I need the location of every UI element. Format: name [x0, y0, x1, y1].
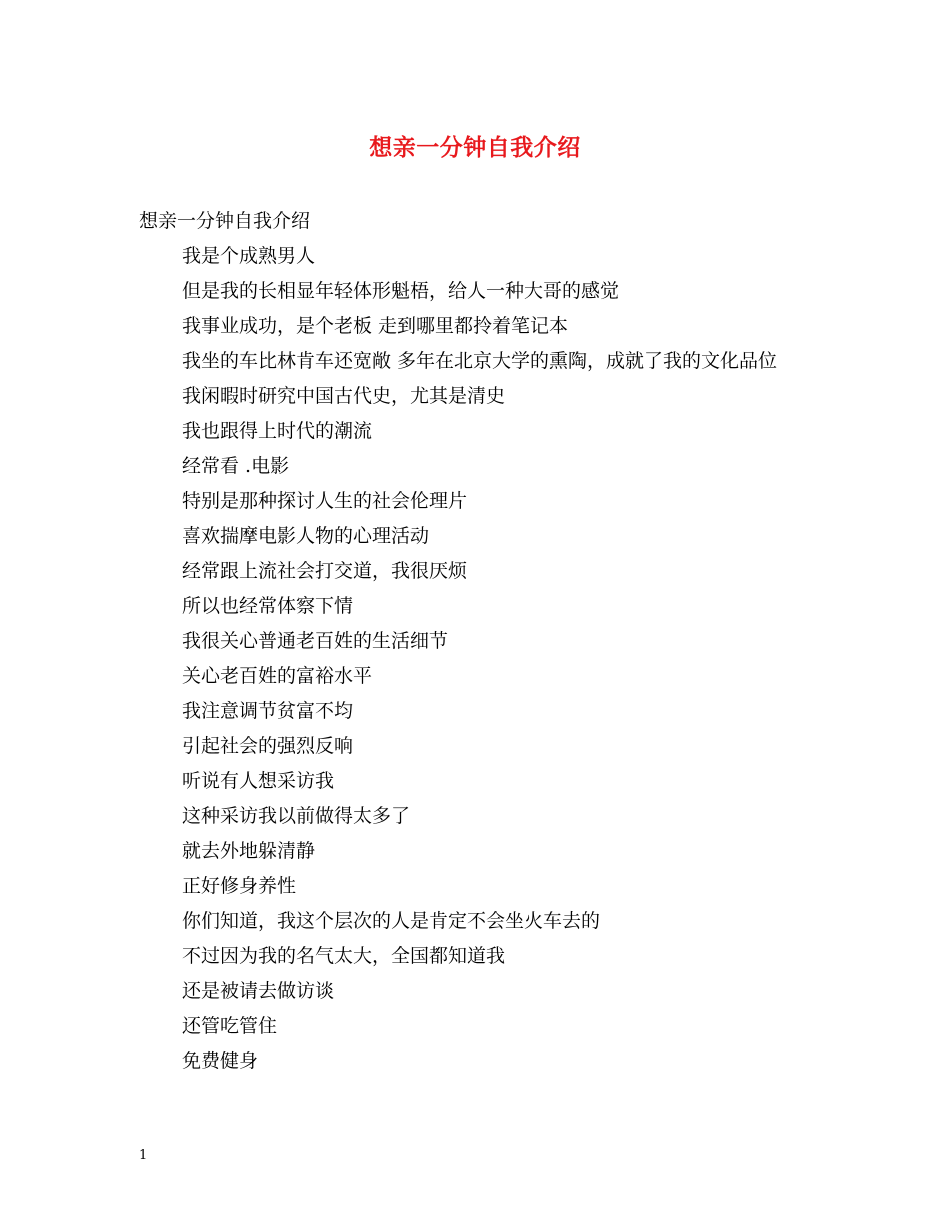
paragraph: 你们知道，我这个层次的人是肯定不会坐火车去的 [182, 910, 601, 932]
paragraph: 经常跟上流社会打交道，我很厌烦 [182, 560, 468, 582]
document-title: 想亲一分钟自我介绍 [369, 134, 581, 161]
paragraph: 我也跟得上时代的潮流 [182, 420, 373, 442]
paragraph: 我注意调节贫富不均 [182, 700, 354, 722]
paragraph: 正好修身养性 [182, 875, 297, 897]
paragraph: 喜欢揣摩电影人物的心理活动 [182, 525, 430, 547]
paragraph: 我是个成熟男人 [182, 245, 316, 267]
paragraph: 免费健身 [182, 1050, 259, 1072]
paragraph: 我很关心普通老百姓的生活细节 [182, 630, 449, 652]
paragraph: 就去外地躲清静 [182, 840, 316, 862]
paragraph: 还管吃管住 [182, 1015, 278, 1037]
paragraph: 但是我的长相显年轻体形魁梧，给人一种大哥的感觉 [182, 280, 620, 302]
paragraph: 经常看 .电影 [182, 455, 290, 477]
page-number: 1 [139, 1148, 148, 1163]
paragraph: 我闲暇时研究中国古代史，尤其是清史 [182, 385, 506, 407]
paragraph: 我事业成功，是个老板 走到哪里都拎着笔记本 [182, 315, 569, 337]
paragraph: 所以也经常体察下情 [182, 595, 354, 617]
paragraph: 还是被请去做访谈 [182, 980, 335, 1002]
body-heading: 想亲一分钟自我介绍 [139, 210, 311, 232]
paragraph: 引起社会的强烈反响 [182, 735, 354, 757]
paragraph: 我坐的车比林肯车还宽敞 多年在北京大学的熏陶，成就了我的文化品位 [182, 350, 778, 372]
paragraph: 这种采访我以前做得太多了 [182, 805, 411, 827]
document-body [139, 204, 819, 1079]
paragraph: 不过因为我的名气太大，全国都知道我 [182, 945, 506, 967]
paragraph: 关心老百姓的富裕水平 [182, 665, 373, 687]
paragraph: 特别是那种探讨人生的社会伦理片 [182, 490, 468, 512]
paragraph: 听说有人想采访我 [182, 770, 335, 792]
